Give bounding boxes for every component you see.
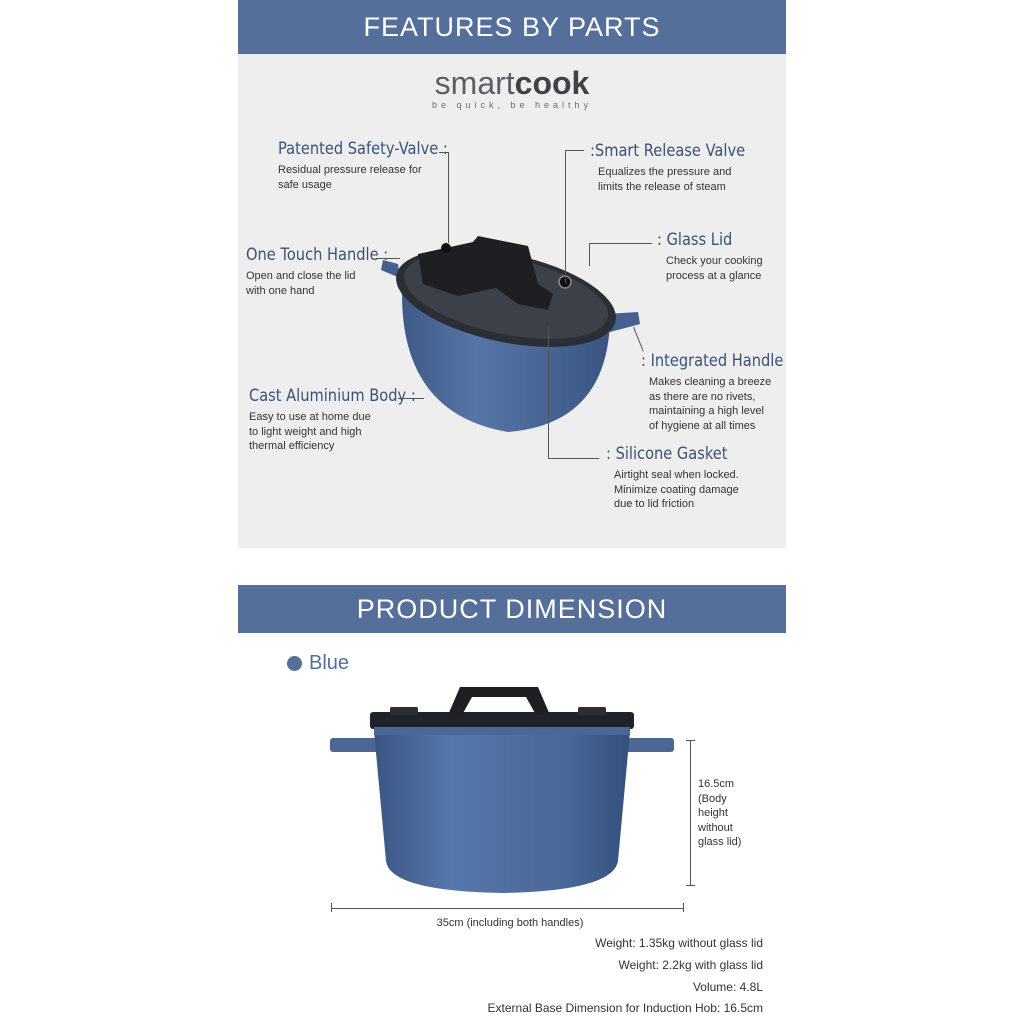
dimension-banner (238, 585, 786, 633)
feature-title: : Integrated Handle (641, 351, 784, 371)
leader-safety-valve (439, 152, 449, 243)
leader-glass-lid (589, 243, 652, 266)
spec-induction-base: External Base Dimension for Induction Hob: 16.5cm (487, 1001, 763, 1015)
spec-weight-with-lid: Weight: 2.2kg with glass lid (618, 958, 763, 972)
feature-desc: Equalizes the pressure and limits the release of steam (598, 166, 732, 193)
leader-cast-aluminium-body (398, 398, 424, 400)
height-dimension-cap-top (686, 740, 695, 742)
brand-name (238, 66, 786, 100)
feature-glass-lid (657, 230, 763, 283)
feature-desc: Open and close the lid with one hand (246, 270, 356, 297)
width-dimension-cap-right (683, 903, 685, 912)
feature-title: Cast Aluminium Body : (249, 386, 416, 406)
pot-illustration-side (328, 683, 688, 903)
feature-integrated-handle (641, 351, 807, 433)
width-dimension-cap-left (331, 903, 333, 912)
leader-one-touch-handle (376, 258, 400, 260)
feature-desc: Check your cooking process at a glance (666, 255, 763, 282)
feature-desc: Airtight seal when locked. Minimize coating damage due to lid friction (614, 469, 739, 510)
right-handle (624, 738, 674, 752)
feature-title: :Smart Release Valve (590, 141, 746, 161)
leader-silicone-gasket (548, 326, 599, 459)
feature-title: : Glass Lid (657, 230, 733, 250)
brand-tagline: be quick, be healthy (431, 100, 593, 110)
feature-cast-aluminium-body (249, 386, 443, 454)
feature-desc: Easy to use at home due to light weight and high thermal efficiency (249, 411, 371, 452)
width-dimension-label: 35cm (including both handles) (436, 917, 584, 929)
height-dimension-cap-bottom (686, 885, 695, 887)
lid-handle (448, 687, 550, 715)
features-banner (238, 0, 786, 54)
height-dimension-line (690, 740, 692, 886)
feature-smart-release-valve (590, 141, 770, 194)
color-swatch-blue (287, 656, 302, 671)
color-option-label: Blue (309, 652, 350, 674)
pot-body (374, 731, 630, 893)
brand-logo (238, 66, 786, 110)
brand-name-bold: cook (514, 65, 590, 101)
feature-title: : Silicone Gasket (606, 444, 728, 464)
feature-silicone-gasket (606, 444, 747, 512)
dimension-title: PRODUCT DIMENSION (356, 593, 668, 624)
width-dimension-line (332, 908, 684, 910)
feature-desc: Makes cleaning a breeze as there are no rivets, maintaining a high level of hygiene at all times (649, 376, 772, 432)
leader-smart-release-valve (565, 150, 584, 283)
feature-one-touch-handle (246, 245, 411, 298)
brand-name-light: smart (434, 65, 515, 101)
feature-title: One Touch Handle : (246, 245, 389, 265)
spec-volume: Volume: 4.8L (692, 980, 763, 994)
safety-valve (441, 243, 451, 253)
feature-title: Patented Safety-Valve : (278, 139, 448, 159)
height-dimension-label: 16.5cm (Body height without glass lid) (698, 778, 742, 848)
features-title: FEATURES BY PARTS (363, 11, 661, 42)
spec-weight-without-lid: Weight: 1.35kg without glass lid (595, 936, 763, 950)
feature-desc: Residual pressure release for safe usage (278, 164, 422, 191)
